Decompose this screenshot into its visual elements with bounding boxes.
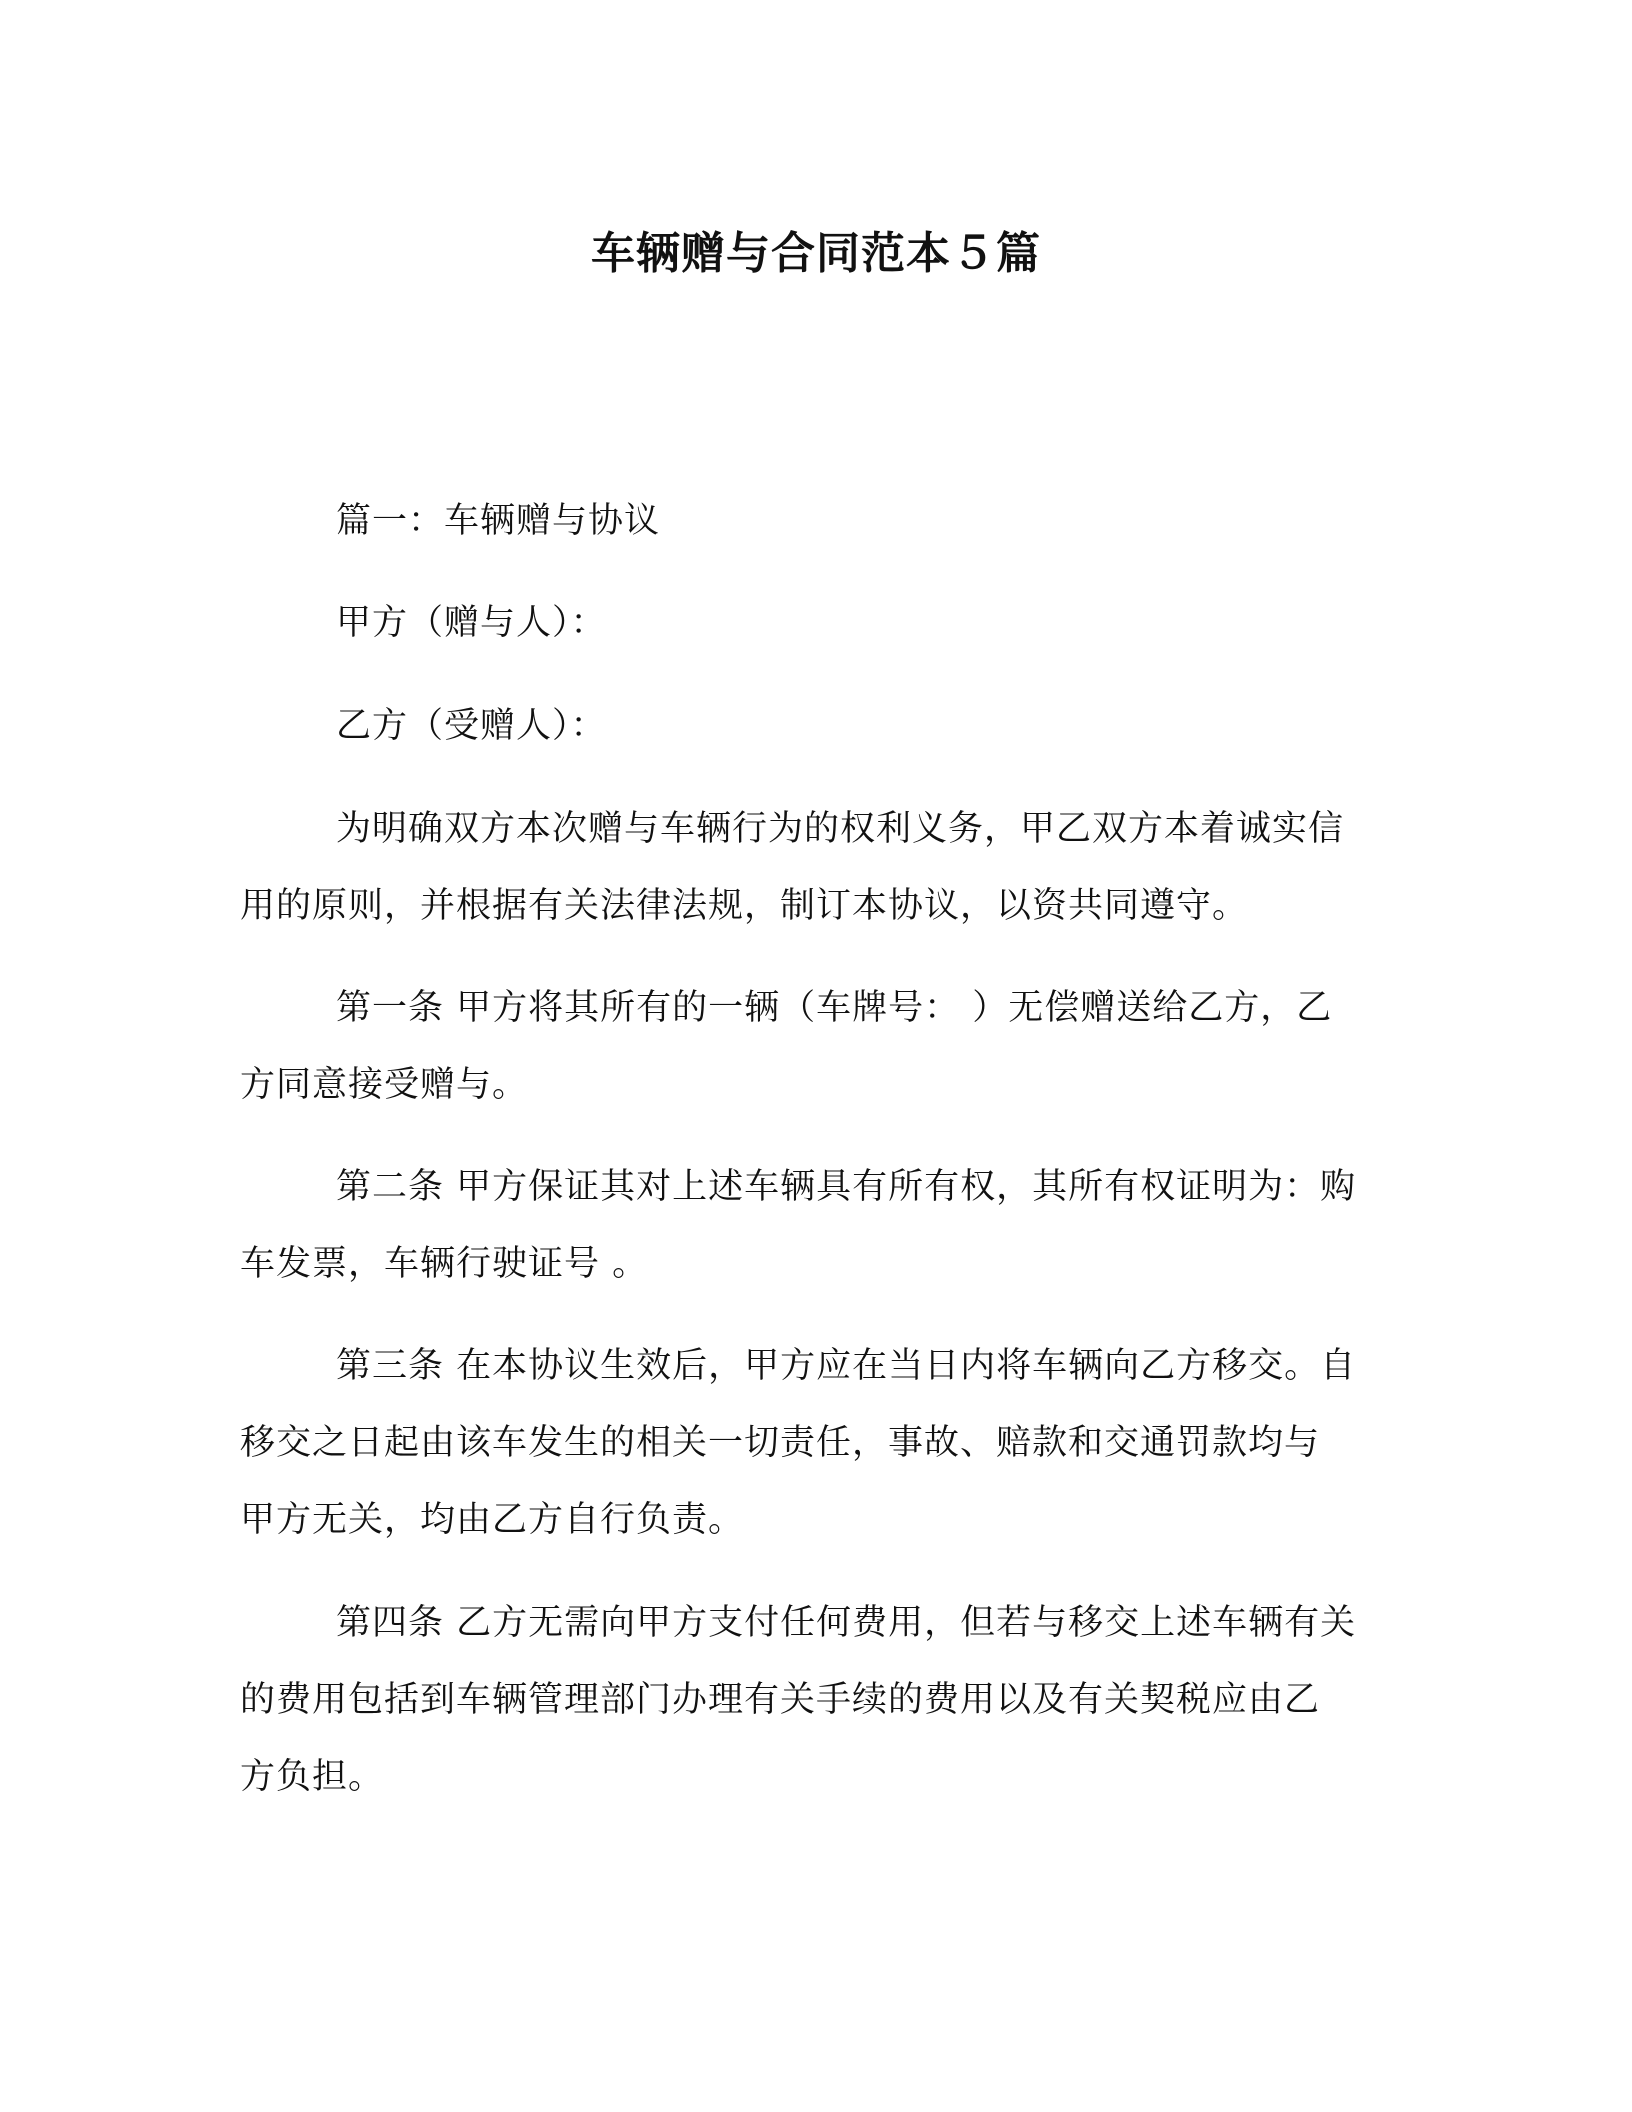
article-2-paragraph xyxy=(240,1149,1400,1303)
paragraph-line: 为明确双方本次赠与车辆行为的权利义务，甲乙双方本着诚实信 xyxy=(336,809,1345,849)
article-1-paragraph xyxy=(240,970,1400,1124)
party-a-label: 甲方（赠与人）： xyxy=(336,603,607,643)
paragraph-line: 的费用包括到车辆管理部门办理有关手续的费用以及有关契税应由乙 xyxy=(240,1680,1321,1720)
article-4-paragraph xyxy=(240,1585,1400,1816)
article-3-paragraph xyxy=(240,1328,1400,1559)
paragraph-line: 第三条 在本协议生效后，甲方应在当日内将车辆向乙方移交。自 xyxy=(336,1346,1357,1386)
section-heading-text: 篇一：车辆赠与协议 xyxy=(336,501,661,541)
paragraph-line: 第二条 甲方保证其对上述车辆具有所有权，其所有权证明为：购 xyxy=(336,1167,1357,1207)
paragraph-line: 方同意接受赠与。 xyxy=(240,1065,529,1105)
paragraph-line: 甲方无关，均由乙方自行负责。 xyxy=(240,1500,745,1540)
document-title: 车辆赠与合同范本５篇 xyxy=(591,228,1041,279)
intro-paragraph xyxy=(240,791,1400,945)
paragraph-line: 第四条 乙方无需向甲方支付任何费用，但若与移交上述车辆有关 xyxy=(336,1603,1357,1643)
paragraph-line: 用的原则，并根据有关法律法规，制订本协议，以资共同遵守。 xyxy=(240,886,1249,926)
party-a-line xyxy=(240,585,1400,662)
party-b-line xyxy=(240,688,1400,765)
section-heading xyxy=(240,483,1400,560)
party-b-label: 乙方（受赠人）： xyxy=(336,706,607,746)
paragraph-line: 方负担。 xyxy=(240,1757,385,1797)
paragraph-line: 第一条 甲方将其所有的一辆（车牌号： ）无偿赠送给乙方，乙 xyxy=(336,988,1333,1028)
paragraph-line: 移交之日起由该车发生的相关一切责任，事故、赔款和交通罚款均与 xyxy=(240,1423,1321,1463)
paragraph-line: 车发票，车辆行驶证号 。 xyxy=(240,1244,649,1284)
